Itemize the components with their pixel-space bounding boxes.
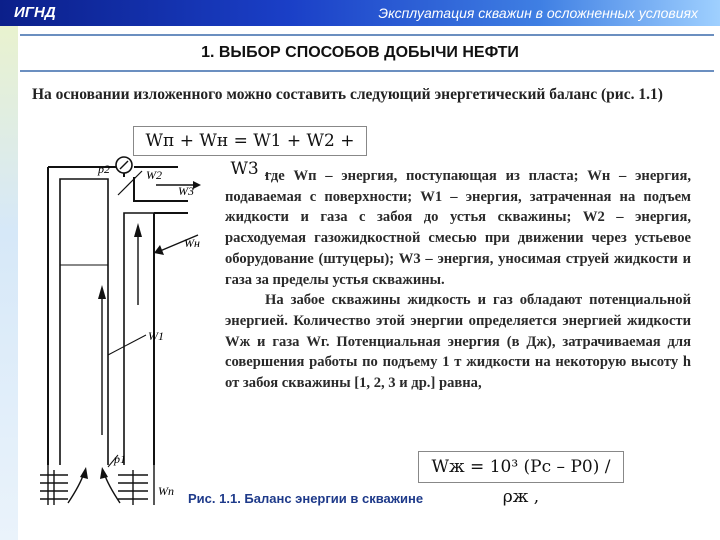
energy-balance-formula-text: Wп + Wн = W1 + W2 + W3 ,	[145, 131, 355, 179]
header-course: Эксплуатация скважин в осложненных условиях	[378, 5, 698, 21]
potential-energy-formula	[418, 451, 624, 507]
arrow-up-tubing-icon	[98, 285, 106, 299]
paragraph-potential-energy: На забое скважины жидкость и газ обладают потенциальной энергией. Количество этой энергии определяется энергией жидкости Wж и газа Wг. Потенциальная энергия (в Дж), затрачиваемая для совершения работы по подъему 1 т жидкости на некоторую высоту h от забоя скважины [1, 2, 3 и др.] равна,	[225, 292, 691, 392]
perforation-zone	[40, 465, 154, 505]
figure-caption: Рис. 1.1. Баланс энергии в скважине	[188, 491, 424, 506]
label-p2: p2	[98, 162, 110, 176]
label-w3: W3	[178, 184, 194, 198]
title-rule-top	[20, 34, 714, 36]
label-w1: W1	[148, 329, 164, 343]
arrow-up-annulus-icon	[134, 223, 142, 237]
label-p1: p1	[114, 452, 126, 466]
left-accent-strip	[0, 26, 18, 540]
header-bar	[0, 0, 720, 26]
arrow-inflow-left-icon	[80, 467, 88, 479]
wellhead-left-top	[48, 167, 124, 177]
energy-balance-formula	[133, 126, 367, 179]
arrow-w3-icon	[193, 181, 201, 189]
title-rule-bottom	[20, 70, 714, 72]
header-org: ИГНД	[14, 4, 56, 21]
label-wp: Wп	[158, 484, 174, 498]
tubing-left	[60, 179, 108, 465]
paragraph-definitions: где Wп – энергия, поступающая из пласта; Wн – энергия, подаваемая с поверхности; W1 – энергия, затраченная на подъем жидкости и газа с забоя до устья скважины; W2 – энергия, расходуемая газожидкостной смесью при движении через устьевое оборудование (штуцеры); W3 – энергия, уносимая струей жидкости и газа за пределы устья скважины.	[225, 168, 691, 288]
arrow-w2-icon	[118, 171, 142, 195]
slide-title: 1. ВЫБОР СПОСОБОВ ДОБЫЧИ НЕФТИ	[201, 44, 519, 61]
potential-energy-formula-text: Wж = 10³ (Pc – P0) / ρж ,	[431, 457, 611, 507]
label-wn: Wн	[184, 236, 200, 250]
intro-text: На основании изложенного можно составить следующий энергетический баланс (рис. 1.1)	[32, 86, 663, 103]
body-text	[225, 166, 691, 394]
arrow-inflow-right-icon	[100, 467, 108, 479]
label-w2: W2	[146, 168, 162, 182]
well-energy-diagram	[38, 155, 228, 515]
